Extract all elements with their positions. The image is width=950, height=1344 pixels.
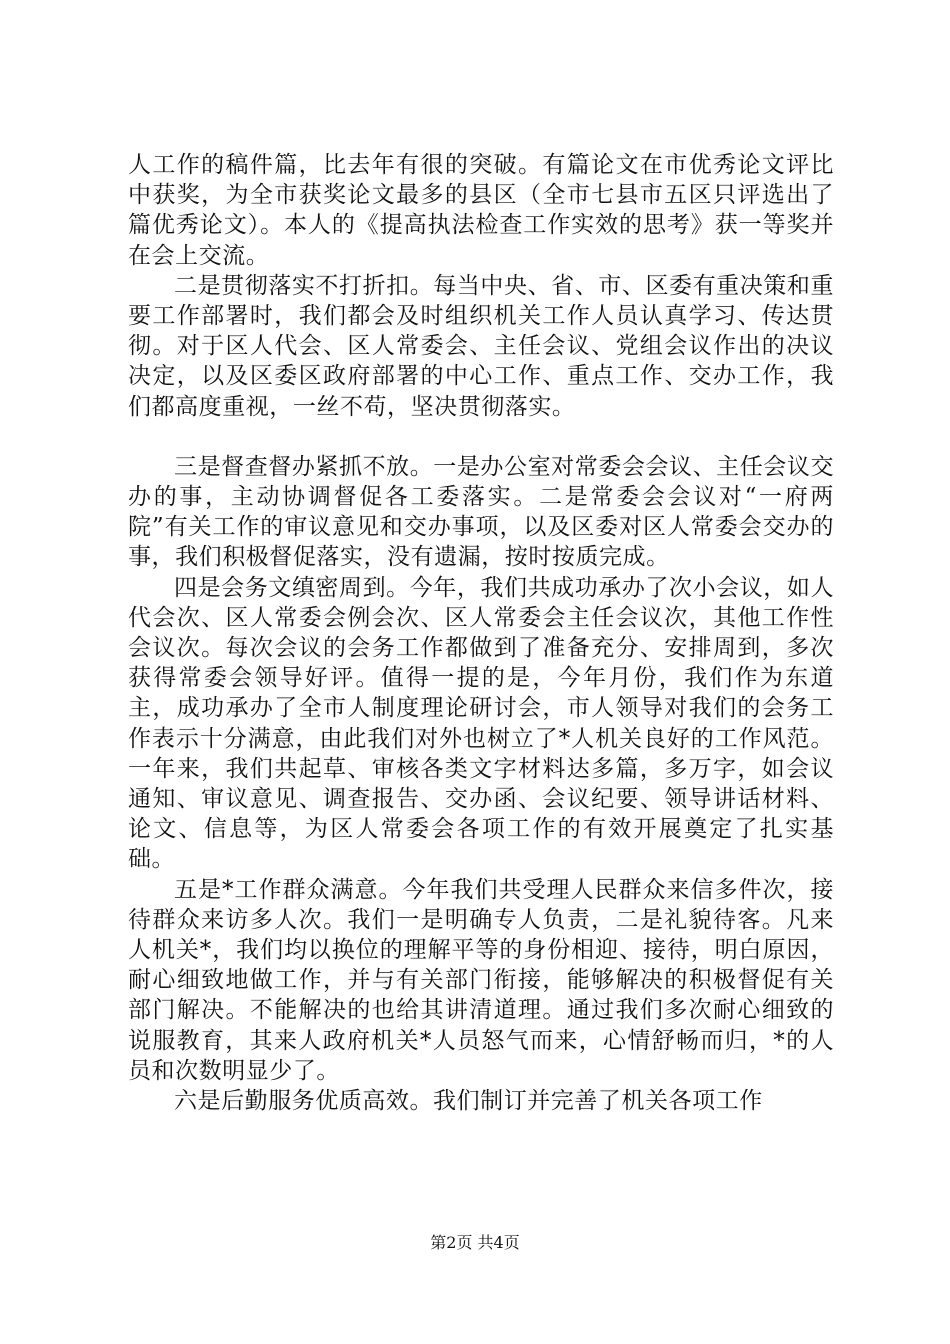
paragraph-logistics: 六是后勤服务优质高效。我们制订并完善了机关各项工作 [174, 1088, 763, 1115]
paragraph-public-letters: 五是*工作群众满意。今年我们共受理人民群众来信多件次，接待群众来访多人次。我们一是明确专人负责，二是礼貌待客。凡来人机关*，我们均以换位的理解平等的身份相迎、接待，明白原因，耐心细致地做工作，并与有关部门衔接，能够解决的积极督促有关部门解决。不能解决的也给其讲清道理。通过我们多次耐心细致的说服教育，其来人政府机关*人员怒气而来，心情舒畅而归，*的人员和次数明显少了。 [128, 876, 834, 1084]
paragraph-papers-awards: 人工作的稿件篇，比去年有很的突破。有篇论文在市优秀论文评比中获奖，为全市获奖论文最多的县区（全市七县市五区只评选出了篇优秀论文）。本人的《提高执法检查工作实效的思考》获一等奖并在会上交流。 [128, 152, 834, 269]
paragraph-meeting-affairs: 四是会务文缜密周到。今年，我们共成功承办了次小会议，如人代会次、区人常委会例会次、区人常委会主任会议次，其他工作性会议次。每次会议的会务工作都做到了准备充分、安排周到，多次获得常委会领导好评。值得一提的是，今年月份，我们作为东道主，成功承办了全市人制度理论研讨会，市人领导对我们的会务工作表示十分满意，由此我们对外也树立了*人机关良好的工作风范。一年来，我们共起草、审核各类文字材料达多篇，多万字，如会议通知、审议意见、调查报告、交办函、会议纪要、领导讲话材料、论文、信息等，为区人常委会各项工作的有效开展奠定了扎实基础。 [128, 574, 834, 873]
document-body [128, 150, 834, 1116]
paragraph-gap [128, 422, 834, 452]
paragraph-supervision: 三是督查督办紧抓不放。一是办公室对常委会会议、主任会议交办的事，主动协调督促各工委落实。二是常委会会议对“一府两院”有关工作的审议意见和交办事项，以及区委对区人常委会交办的事，我们积极督促落实，没有遗漏，按时按质完成。 [128, 453, 834, 571]
page-number-footer: 第2页 共4页 [430, 1233, 520, 1252]
paragraph-implementation: 二是贯彻落实不打折扣。每当中央、省、市、区委有重决策和重要工作部署时，我们都会及时组织机关工作人员认真学习、传达贯彻。对于区人代会、区人常委会、主任会议、党组会议作出的决议决定，以及区委区政府部署的中心工作、重点工作、交办工作，我们都高度重视，一丝不苟，坚决贯彻落实。 [128, 272, 834, 420]
